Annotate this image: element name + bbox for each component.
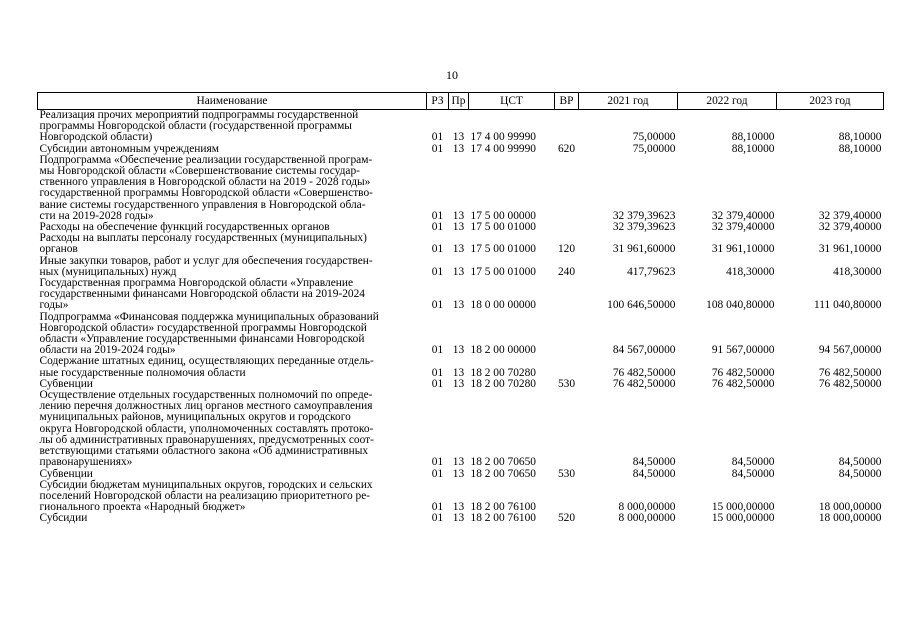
column-header-2023: 2023 год	[777, 93, 884, 110]
cell-cst: 17 5 00 01000	[470, 221, 536, 234]
cell-2023: 418,30000	[833, 265, 882, 278]
cell-2021: 31 961,60000	[612, 243, 676, 256]
cell-2022: 32 379,40000	[711, 209, 775, 222]
cell-2023: 32 379,40000	[818, 221, 882, 234]
cell-pr: 13	[452, 299, 465, 312]
cell-2023: 88,10000	[838, 142, 882, 155]
cell-2022: 84,50000	[731, 467, 775, 480]
cell-pr: 13	[452, 243, 465, 256]
table-row	[38, 390, 884, 468]
cell-pr: 13	[452, 344, 465, 357]
cell-vr: 620	[557, 142, 576, 155]
cell-2023: 18 000,00000	[818, 512, 882, 525]
cell-pr: 13	[452, 131, 465, 144]
cell-rz: 01	[431, 456, 444, 469]
cell-2021: 100 646,50000	[607, 299, 676, 312]
cell-vr	[555, 480, 579, 514]
cell-pr: 13	[452, 366, 465, 379]
cell-vr: 520	[557, 512, 576, 525]
cell-rz: 01	[431, 142, 444, 155]
column-header-name: Наименование	[38, 93, 427, 110]
header-row	[38, 93, 884, 110]
cell-2022: 76 482,50000	[711, 366, 775, 379]
cell-2022: 88,10000	[731, 142, 775, 155]
column-header-2021: 2021 год	[579, 93, 678, 110]
cell-2023: 18 000,00000	[818, 501, 882, 514]
cell-2023: 31 961,10000	[818, 243, 882, 256]
cell-vr: 120	[557, 243, 576, 256]
cell-2021: 84,50000	[632, 467, 676, 480]
cell-2023: 88,10000	[838, 131, 882, 144]
column-header-vr: ВР	[555, 93, 579, 110]
table-row	[38, 278, 884, 312]
column-header-2022: 2022 год	[678, 93, 777, 110]
cell-2021: 32 379,39623	[612, 221, 676, 234]
budget-table	[37, 92, 884, 525]
cell-2023: 111 040,80000	[814, 299, 882, 312]
cell-2021: 8 000,00000	[618, 512, 676, 525]
cell-cst: 18 0 00 00000	[470, 299, 536, 312]
cell-name: Подпрограмма «Обеспечение реализации государственной програм- мы Новгородской области «Совершенствование системы государ- ственного управления в Новгородской области на 2019 - 2028 годы» государственной программы Новгородской области «Совершенство- вание системы государственного управления в Новгородской обла- сти на 2019-2028 годы»	[39, 153, 373, 222]
cell-pr: 13	[452, 512, 465, 525]
cell-cst: 17 5 00 01000	[470, 265, 536, 278]
cell-pr: 13	[452, 142, 465, 155]
cell-rz: 01	[431, 344, 444, 357]
cell-cst: 17 5 00 00000	[470, 209, 536, 222]
column-header-pr: Пр	[449, 93, 469, 110]
cell-rz: 01	[431, 265, 444, 278]
cell-rz: 01	[431, 501, 444, 514]
cell-rz: 01	[431, 221, 444, 234]
cell-cst: 17 4 00 99990	[470, 131, 536, 144]
cell-pr: 13	[452, 377, 465, 390]
cell-pr: 13	[452, 265, 465, 278]
cell-pr: 13	[452, 467, 465, 480]
cell-cst: 17 4 00 99990	[470, 142, 536, 155]
cell-rz: 01	[431, 366, 444, 379]
table-row	[38, 513, 884, 524]
cell-cst: 18 2 00 70650	[470, 456, 536, 469]
cell-cst: 18 2 00 76100	[470, 512, 536, 525]
table-row	[38, 480, 884, 514]
column-header-cst: ЦСТ	[469, 93, 555, 110]
cell-vr	[555, 278, 579, 312]
cell-2022: 32 379,40000	[711, 221, 775, 234]
cell-name: Осуществление отдельных государственных полномочий по опреде- лению перечня должностных лиц органов местного самоуправления муниципальных районов, муниципальных округов и городского округа Новгородской области, уполномоченных составлять протоко- лы об административных правонарушениях, предусмотренных соот- ветствующими статьями областного закона «Об административных правонарушениях»	[39, 389, 374, 469]
budget-document	[37, 92, 883, 525]
cell-cst: 18 2 00 70280	[470, 377, 536, 390]
cell-name: Субсидии	[39, 512, 88, 525]
cell-name: Содержание штатных единиц, осуществляющих переданные отдель- ные государственные полномочия области	[39, 355, 374, 379]
table-row	[38, 312, 884, 357]
cell-2022: 76 482,50000	[711, 377, 775, 390]
cell-vr	[555, 390, 579, 468]
cell-2022: 15 000,00000	[711, 501, 775, 514]
cell-name: Субсидии автономным учреждениям	[39, 142, 219, 155]
cell-name: Реализация прочих мероприятий подпрограммы государственной программы Новгородской области (государственной программы Новгородской области)	[39, 109, 359, 144]
cell-vr: 530	[557, 467, 576, 480]
cell-pr: 13	[452, 209, 465, 222]
cell-rz: 01	[431, 377, 444, 390]
cell-2021: 84,50000	[632, 456, 676, 469]
cell-vr	[555, 356, 579, 378]
cell-2021: 76 482,50000	[612, 366, 676, 379]
cell-cst: 17 5 00 01000	[470, 243, 536, 256]
table-row	[38, 356, 884, 378]
cell-rz: 01	[431, 243, 444, 256]
cell-name: Расходы на выплаты персоналу государственных (муниципальных) органов	[39, 232, 367, 256]
cell-2022: 88,10000	[731, 131, 775, 144]
cell-2022: 31 961,10000	[711, 243, 775, 256]
table-row	[38, 256, 884, 278]
cell-2022: 418,30000	[726, 265, 775, 278]
cell-name: Государственная программа Новгородской области «Управление государственными финансами Новгородской области на 2019-2024 годы»	[39, 277, 365, 312]
cell-vr	[555, 222, 579, 233]
table-body	[38, 110, 884, 525]
cell-2021: 84 567,00000	[612, 344, 676, 357]
cell-vr	[555, 155, 579, 222]
cell-name: Субвенции	[39, 377, 93, 390]
cell-2021: 75,00000	[632, 142, 676, 155]
cell-2023: 84,50000	[838, 456, 882, 469]
cell-rz: 01	[431, 131, 444, 144]
cell-pr: 13	[452, 501, 465, 514]
cell-2023: 94 567,00000	[818, 344, 882, 357]
cell-2022: 15 000,00000	[711, 512, 775, 525]
cell-rz: 01	[431, 299, 444, 312]
cell-vr: 240	[557, 265, 576, 278]
table-row	[38, 110, 884, 144]
cell-2022: 91 567,00000	[711, 344, 775, 357]
cell-rz: 01	[431, 512, 444, 525]
cell-2022: 84,50000	[731, 456, 775, 469]
cell-rz: 01	[431, 209, 444, 222]
cell-2023: 32 379,40000	[818, 209, 882, 222]
cell-rz: 01	[431, 467, 444, 480]
cell-cst: 18 2 00 00000	[470, 344, 536, 357]
cell-name: Расходы на обеспечение функций государственных органов	[39, 221, 330, 234]
cell-2021: 417,79623	[627, 265, 676, 278]
column-header-rz: РЗ	[427, 93, 449, 110]
cell-cst: 18 2 00 70280	[470, 366, 536, 379]
cell-name: Подпрограмма «Финансовая поддержка муниципальных образований Новгородской области» государственной программы Новгородской области «Управление государственными финансами Новгородской области на 2019-2024 годы»	[39, 310, 379, 357]
table-row	[38, 155, 884, 222]
cell-2022: 108 040,80000	[706, 299, 775, 312]
cell-2021: 32 379,39623	[612, 209, 676, 222]
cell-pr: 13	[452, 456, 465, 469]
cell-2023: 84,50000	[838, 467, 882, 480]
cell-vr	[555, 110, 579, 144]
cell-pr: 13	[452, 221, 465, 234]
cell-cst: 18 2 00 76100	[470, 501, 536, 514]
cell-vr	[555, 312, 579, 357]
cell-name: Иные закупки товаров, работ и услуг для обеспечения государствен- ных (муниципальных) нужд	[39, 254, 373, 278]
cell-2023: 76 482,50000	[818, 366, 882, 379]
cell-name: Субвенции	[39, 467, 93, 480]
cell-2021: 76 482,50000	[612, 377, 676, 390]
cell-2021: 75,00000	[632, 131, 676, 144]
cell-name: Субсидии бюджетам муниципальных округов, городских и сельских поселений Новгородской области на реализацию приоритетного ре- гионального проекта «Народный бюджет»	[39, 478, 373, 514]
page-number: 10	[446, 68, 458, 82]
cell-2021: 8 000,00000	[618, 501, 676, 514]
cell-2023: 76 482,50000	[818, 377, 882, 390]
cell-cst: 18 2 00 70650	[470, 467, 536, 480]
cell-vr: 530	[557, 377, 576, 390]
table-row	[38, 233, 884, 255]
